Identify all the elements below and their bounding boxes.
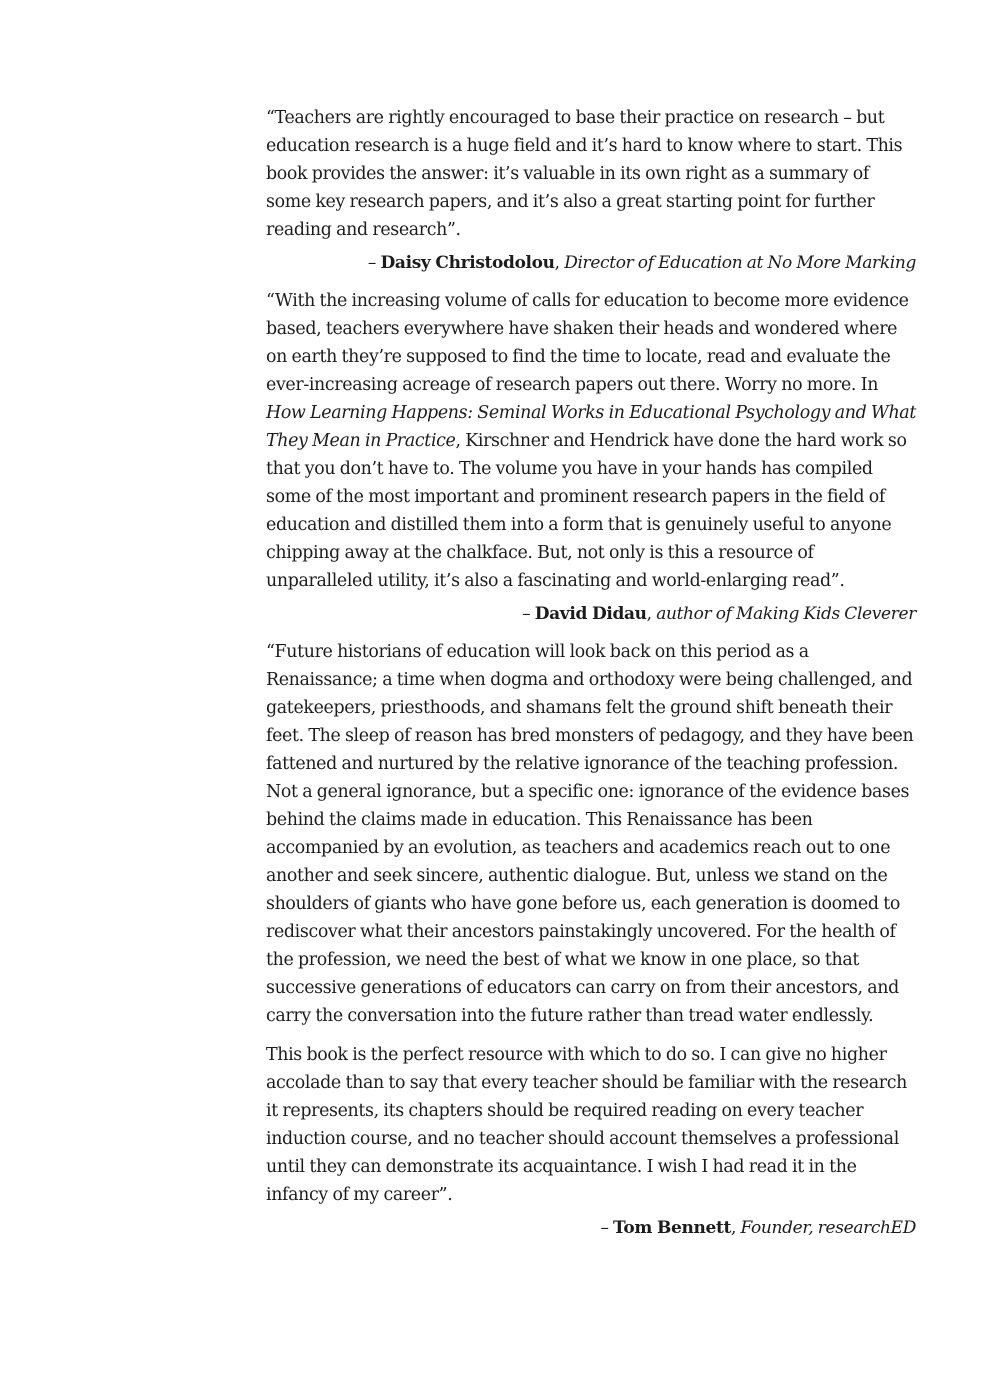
attribution-name: David Didau (534, 604, 647, 624)
paragraph-gap (266, 1030, 916, 1041)
testimonials-page (266, 104, 916, 1252)
testimonial-tom-bennett (266, 638, 916, 1242)
testimonial-david-didau (266, 287, 916, 628)
attribution-dash: – (522, 604, 535, 624)
testimonial-quote-continued: This book is the perfect resource with which to do so. I can give no higher accolade than to say that every teacher should be familiar with the research it represents, its chapters should be required reading on every teacher induction course, and no teacher should account themselves a professional until they can demonstrate its acquaintance. I wish I had read it in the infancy of my career”. (266, 1045, 907, 1205)
testimonial-quote: “Future historians of education will look back on this period as a Renaissance; a time when dogma and orthodoxy were being challenged, and gatekeepers, priesthoods, and shamans felt the ground shift beneath their feet. The sleep of reason has bred monsters of pedagogy, and they have been fattened and nurtured by the relative ignorance of the teaching profession. Not a general ignorance, but a specific one: ignorance of the evidence bases behind the claims made in education. This Renaissance has been accompanied by an evolution, as teachers and academics reach out to one another and seek sincere, authentic dialogue. But, unless we stand on the shoulders of giants who have gone before us, each generation is doomed to rediscover what their ancestors painstakingly uncovered. For the health of the profession, we need the best of what we know in one place, so that successive generations of educators can carry on from their ancestors, and carry the conversation into the future rather than tread water endlessly. (266, 642, 914, 1026)
testimonial-attribution (266, 249, 916, 277)
testimonial-daisy-christodolou (266, 104, 916, 277)
book-title: How Learning Happens: Seminal Works in Educational Psychology and What They Mean in Practice (266, 403, 916, 451)
testimonial-quote (266, 287, 916, 595)
attribution-name: Daisy Christodolou (380, 253, 555, 273)
attribution-separator: , (554, 253, 565, 273)
attribution-name: Tom Bennett (613, 1218, 731, 1238)
attribution-role: Founder, researchED (740, 1218, 916, 1238)
testimonial-attribution (266, 1214, 916, 1242)
testimonial-attribution (266, 600, 916, 628)
attribution-role: Director of Education at No More Marking (564, 253, 916, 273)
attribution-role: author of Making Kids Cleverer (656, 604, 916, 624)
quote-text-after-title: , Kirschner and Hendrick have done the hard work so that you don’t have to. The volume you have in your hands has compiled some of the most important and prominent research papers in the field of education and distilled them into a form that is genuinely useful to anyone chipping away at the chalkface. But, not only is this a resource of unparalleled utility, it’s also a fascinating and world-enlarging read”. (266, 431, 907, 591)
attribution-dash: – (600, 1218, 614, 1238)
attribution-dash: – (367, 253, 381, 273)
quote-text-before-title: “With the increasing volume of calls for education to become more evidence based, teachers everywhere have shaken their heads and wondered where on earth they’re supposed to find the time to locate, read and evaluate the ever-increasing acreage of research papers out there. Worry no more. In (266, 291, 909, 395)
attribution-separator: , (730, 1218, 741, 1238)
testimonial-quote: “Teachers are rightly encouraged to base their practice on research – but education research is a huge field and it’s hard to know where to start. This book provides the answer: it’s valuable in its own right as a summary of some key research papers, and it’s also a great starting point for further reading and research”. (266, 108, 903, 240)
attribution-separator: , (646, 604, 657, 624)
